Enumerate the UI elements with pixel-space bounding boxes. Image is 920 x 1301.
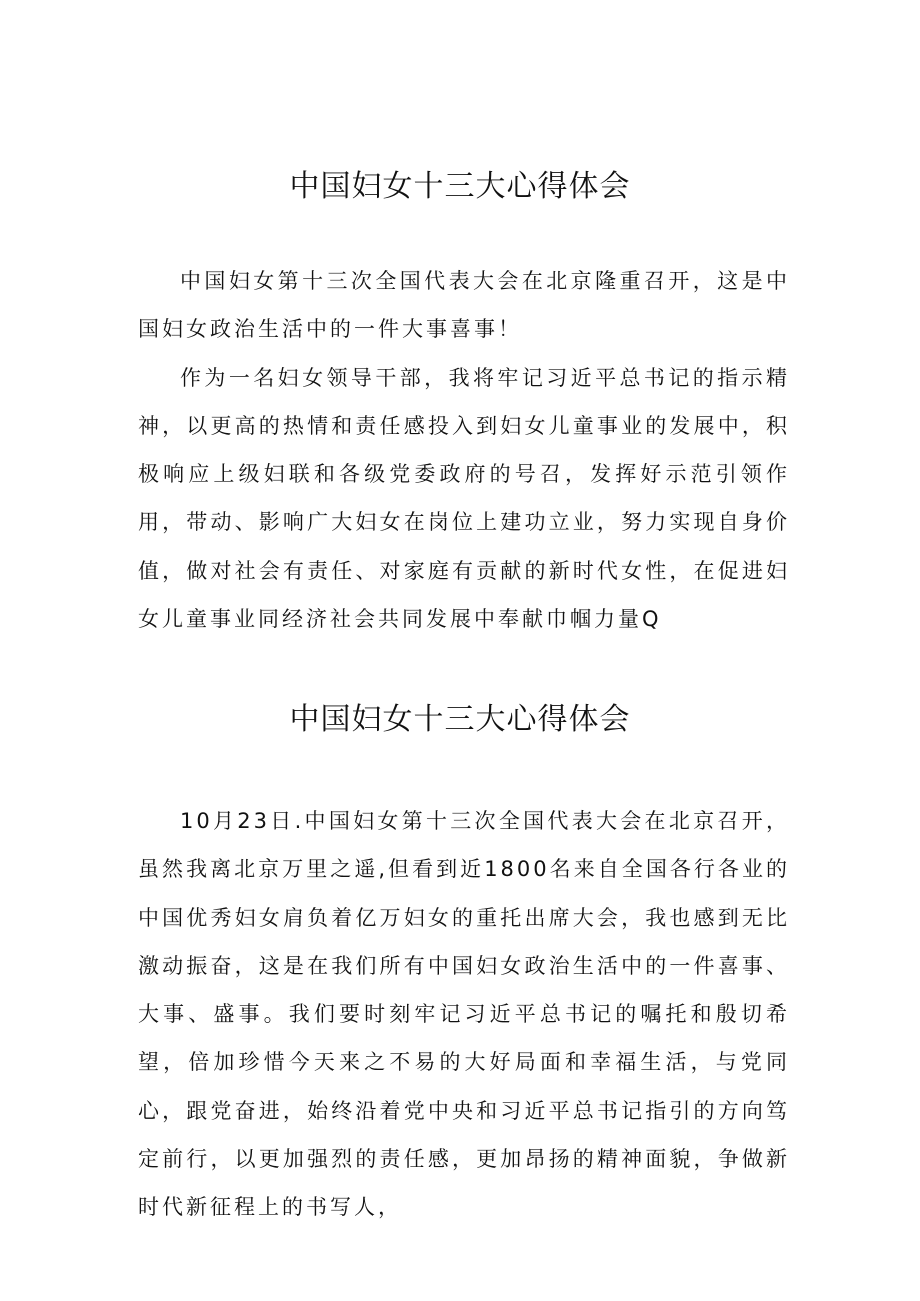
section-body-1 <box>138 257 790 643</box>
paragraph-2-1: 10月23日.中国妇女第十三次全国代表大会在北京召开，虽然我离北京万里之遥,但看到近1800名来自全国各行各业的中国优秀妇女肩负着亿万妇女的重托出席大会，我也感到无比激动振奋，这是在我们所有中国妇女政治生活中的一件喜事、大事、盛事。我们要时刻牢记习近平总书记的嘱托和殷切希望，倍加珍惜今天来之不易的大好局面和幸福生活，与党同心，跟党奋进，始终沿着党中央和习近平总书记指引的方向笃定前行，以更加强烈的责任感，更加昂扬的精神面貌，争做新时代新征程上的书写人， <box>138 809 790 1220</box>
section-title-1: 中国妇女十三大心得体会 <box>289 169 631 204</box>
section-title-2: 中国妇女十三大心得体会 <box>289 702 631 737</box>
section-body-2 <box>138 797 790 1232</box>
paragraph-1-2: 作为一名妇女领导干部，我将牢记习近平总书记的指示精神，以更高的热情和责任感投入到妇女儿童事业的发展中，积极响应上级妇联和各级党委政府的号召，发挥好示范引领作用，带动、影响广大妇女在岗位上建功立业，努力实现自身价值，做对社会有责任、对家庭有贡献的新时代女性，在促进妇女儿童事业同经济社会共同发展中奉献巾帼力量Q <box>138 365 790 632</box>
paragraph-1-1: 中国妇女第十三次全国代表大会在北京隆重召开，这是中国妇女政治生活中的一件大事喜事！ <box>138 269 790 342</box>
